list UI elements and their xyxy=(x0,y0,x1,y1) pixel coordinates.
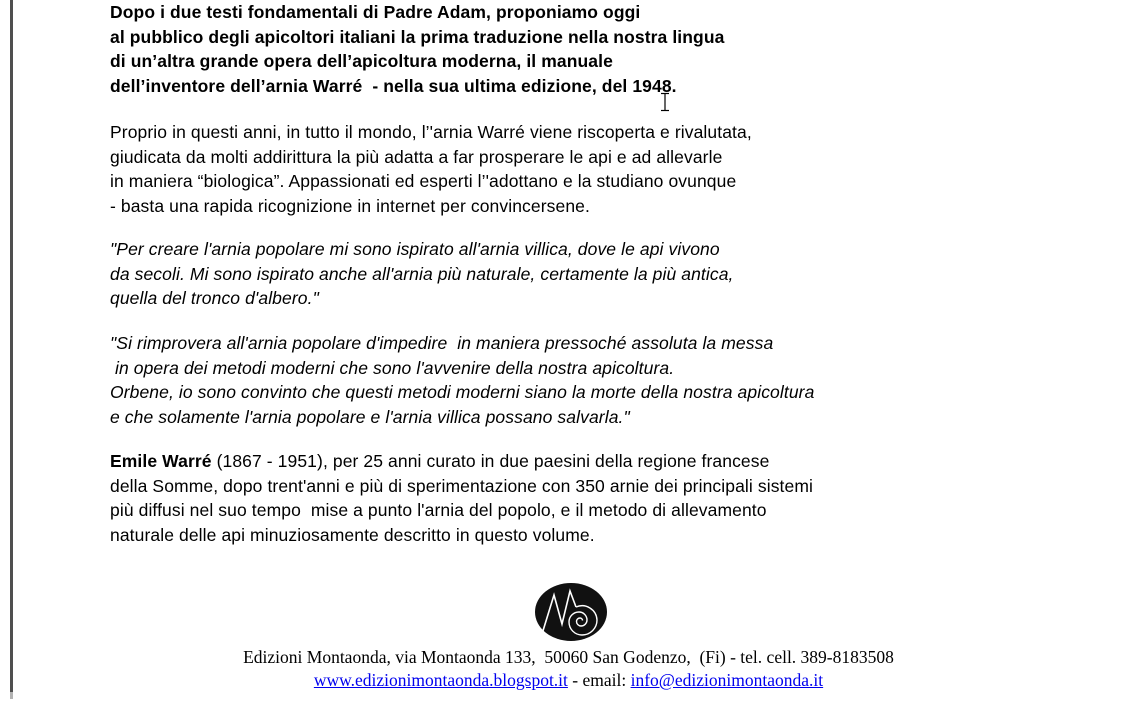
text-line: Dopo i due testi fondamentali di Padre Adam, proponiamo oggi xyxy=(110,2,641,22)
email-link[interactable]: info@edizionimontaonda.it xyxy=(630,670,824,690)
publisher-links xyxy=(0,670,1137,691)
text-line: Orbene, io sono convinto che questi metodi moderni siano la morte della nostra apicoltura xyxy=(110,382,815,402)
i-beam-cursor xyxy=(659,92,671,112)
text-line: al pubblico degli apicoltori italiani la prima traduzione nella nostra lingua xyxy=(110,26,725,47)
page-left-edge xyxy=(10,0,13,692)
text-line: Proprio in questi anni, in tutto il mondo, l’'arnia Warré viene riscoperta e rivalutata, xyxy=(110,122,752,142)
paragraph-context xyxy=(110,120,1010,218)
paragraph-quote-1 xyxy=(110,237,1010,311)
text-line: "Per creare l'arnia popolare mi sono ispirato all'arnia villica, dove le api vivono xyxy=(110,239,720,259)
author-name: Emile Warré xyxy=(110,451,212,471)
text-line: dell’inventore dell’arnia Warré - nella sua ultima edizione, del 1948. xyxy=(110,75,677,96)
text-line: - basta una rapida ricognizione in internet per convincersene. xyxy=(110,195,590,216)
website-link[interactable]: www.edizionimontaonda.blogspot.it xyxy=(313,670,568,690)
text-line: quella del tronco d'albero." xyxy=(110,288,319,308)
text-line: in opera dei metodi moderni che sono l'avvenire della nostra apicoltura. xyxy=(110,357,675,378)
text-line: della Somme, dopo trent'anni e più di sperimentazione con 350 arnie dei principali sistemi xyxy=(110,475,814,496)
bio-line-rest: (1867 - 1951), per 25 anni curato in due paesini della regione francese xyxy=(211,451,770,471)
text-line: giudicata da molti addirittura la più adatta a far prosperare le api e ad allevarle xyxy=(110,146,723,167)
text-line: più diffusi nel suo tempo mise a punto l'arnia del popolo, e il metodo di allevamento xyxy=(110,500,767,520)
publisher-address: Edizioni Montaonda, via Montaonda 133, 50060 San Godenzo, (Fi) - tel. cell. 389-8183508 xyxy=(243,647,894,667)
text-line: e che solamente l'arnia popolare e l'arnia villica possano salvarla." xyxy=(110,406,630,427)
text-line: "Si rimprovera all'arnia popolare d'impedire in maniera pressoché assoluta la messa xyxy=(110,333,774,353)
page-left-edge-tail xyxy=(10,692,13,699)
text-line: naturale delle api minuziosamente descritto in questo volume. xyxy=(110,524,595,545)
publisher-logo xyxy=(535,583,607,641)
text-line: in maniera “biologica”. Appassionati ed esperti l’'adottano e la studiano ovunque xyxy=(110,171,737,191)
paragraph-bio xyxy=(110,449,1010,547)
text-line xyxy=(110,449,1010,474)
email-label: - email: xyxy=(567,670,631,690)
paragraph-intro xyxy=(110,0,1010,98)
text-line: di un’altra grande opera dell’apicoltura moderna, il manuale xyxy=(110,51,613,71)
edizioni-montaonda-logo-icon xyxy=(535,583,607,641)
text-line: da secoli. Mi sono ispirato anche all'arnia più naturale, certamente la più antica, xyxy=(110,263,734,284)
paragraph-quote-2 xyxy=(110,331,1010,429)
